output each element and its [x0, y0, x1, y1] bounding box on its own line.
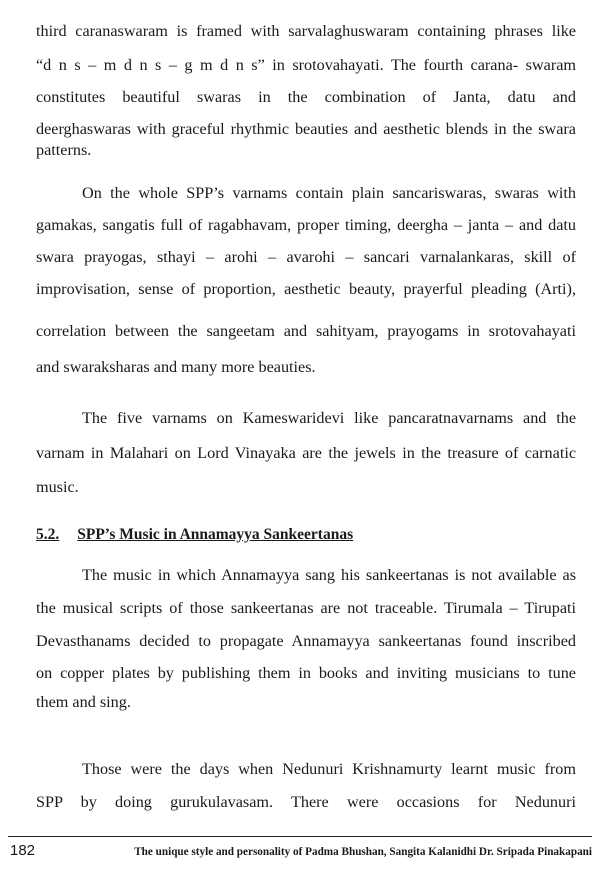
- text-line: on copper plates by publishing them in books and inviting musicians to tune: [36, 664, 576, 682]
- text-line: patterns.: [36, 141, 92, 159]
- footer-rule: [8, 836, 592, 837]
- section-title: SPP’s Music in Annamayya Sankeertanas: [77, 526, 354, 543]
- text-line: constitutes beautiful swaras in the combination of Janta, datu and: [36, 88, 576, 106]
- text-line: deerghaswaras with graceful rhythmic beauties and aesthetic blends in the swara: [36, 120, 576, 138]
- section-heading: [36, 525, 353, 545]
- running-title: The unique style and personality of Padma Bhushan, Sangita Kalanidhi Dr. Sripada Pinakapani: [134, 846, 592, 858]
- text-line: and swaraksharas and many more beauties.: [36, 358, 316, 376]
- text-line: the musical scripts of those sankeertanas are not traceable. Tirumala – Tirupati: [36, 599, 576, 617]
- page-number: 182: [10, 842, 36, 859]
- text-line: swara prayogas, sthayi – arohi – avarohi – sancari varnalankaras, skill of: [36, 248, 576, 266]
- text-line: The five varnams on Kameswaridevi like pancaratnavarnams and the: [82, 409, 576, 427]
- text-line: Devasthanams decided to propagate Annamayya sankeertanas found inscribed: [36, 632, 576, 650]
- text-line: third caranaswaram is framed with sarvalaghuswaram containing phrases like: [36, 22, 576, 40]
- text-line: correlation between the sangeetam and sahityam, prayogams in srotovahayati: [36, 322, 576, 340]
- text-line: Those were the days when Nedunuri Krishnamurty learnt music from: [82, 760, 576, 778]
- text-line: On the whole SPP’s varnams contain plain sancariswaras, swaras with: [82, 184, 576, 202]
- text-line: SPP by doing gurukulavasam. There were occasions for Nedunuri: [36, 793, 576, 811]
- text-line: them and sing.: [36, 693, 131, 711]
- section-number: 5.2.: [36, 526, 60, 543]
- text-line: “d n s – m d n s – g m d n s” in srotovahayati. The fourth carana- swaram: [36, 56, 576, 74]
- text-line: gamakas, sangatis full of ragabhavam, proper timing, deergha – janta – and datu: [36, 216, 576, 234]
- text-line: improvisation, sense of proportion, aesthetic beauty, prayerful pleading (Arti),: [36, 280, 576, 298]
- text-line: music.: [36, 478, 79, 496]
- text-line: The music in which Annamayya sang his sankeertanas is not available as: [82, 566, 576, 584]
- text-line: varnam in Malahari on Lord Vinayaka are the jewels in the treasure of carnatic: [36, 444, 576, 462]
